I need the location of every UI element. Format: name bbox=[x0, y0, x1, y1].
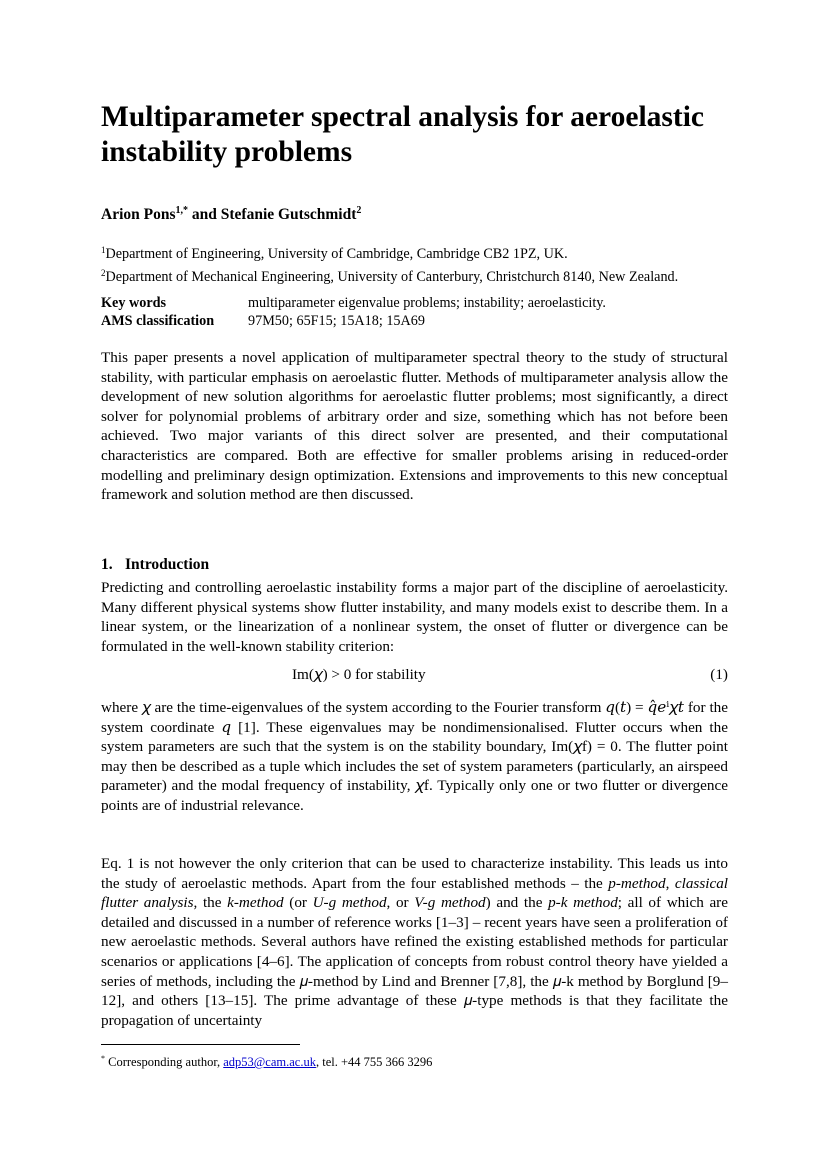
equation-text: Im(𝜒) > 0 for stability bbox=[292, 666, 426, 683]
affiliation-mark: 2 bbox=[101, 268, 106, 278]
footnote-text: Corresponding author, bbox=[105, 1055, 224, 1069]
author-conjunction: and bbox=[188, 206, 221, 223]
author-line bbox=[101, 205, 361, 224]
keywords-label: Key words bbox=[101, 295, 167, 311]
text-run: ) and the bbox=[485, 894, 549, 912]
affiliation-mark: 1,* bbox=[175, 205, 188, 216]
text-run: , the bbox=[193, 894, 228, 912]
footnote-mark: * bbox=[101, 1054, 105, 1063]
affiliation bbox=[101, 264, 678, 287]
text-run: , or bbox=[386, 894, 415, 912]
equation-number: (1) bbox=[710, 666, 728, 683]
affiliations bbox=[101, 241, 678, 287]
affiliation-mark: 1 bbox=[101, 245, 106, 255]
section-number: 1. bbox=[101, 556, 113, 573]
text-run: ; all of which are detailed and discussed in a number of reference works [1–3] – recent years have seen a proliferation of new aeroelastic methods. Several authors have refined the existing established methods for particular scenarios or applications [4–6]. The application of concepts from robust control theory have yielded a series of methods, including the 𝜇-method by Lind and Brenner [7,8], the 𝜇-k method by Borglund [9–12], and others [13–15]. The prime advantage of these 𝜇-type methods is that they facilitate the propagation of uncertainty bbox=[101, 894, 728, 1029]
equation bbox=[101, 666, 728, 688]
affiliation-mark: 2 bbox=[356, 205, 362, 216]
method-name: V-g method bbox=[414, 894, 486, 912]
ams-label: AMS classification bbox=[101, 313, 215, 329]
abstract: This paper presents a novel application of multiparameter spectral theory to the study of structural stability, with particular emphasis on aeroelastic flutter. Methods of multiparameter analysis allow the development of new solution algorithms for aeroelastic flutter problems; most significantly, a direct solver for polynomial problems of arbitrary order and size, something which has not before been achieved. Two major variants of this direct solver are presented, and their computational characteristics are compared. Both are effective for smaller problems arising in reduced-order modelling and preliminary design optimization. Extensions and improvements to this new conceptual framework and solution method are then discussed. bbox=[101, 349, 728, 504]
affiliation bbox=[101, 241, 678, 264]
footnote-text: , tel. +44 755 366 3296 bbox=[315, 1055, 433, 1069]
keywords-row bbox=[101, 294, 606, 312]
footnote bbox=[101, 1054, 432, 1070]
section-title: Introduction bbox=[125, 556, 210, 573]
email-link[interactable]: adp53@cam.ac.uk bbox=[223, 1055, 316, 1069]
ams-row bbox=[101, 312, 606, 330]
metadata-block bbox=[101, 294, 606, 330]
text-run: Eq. 1 is not however the only criterion that can be used to characterize instability. This leads us into the study of aeroelastic methods. Apart from the four established methods – the bbox=[101, 855, 728, 892]
ams-value: 97M50; 65F15; 15A18; 15A69 bbox=[248, 313, 425, 329]
method-name: U-g method bbox=[312, 894, 387, 912]
method-name: k-method bbox=[227, 894, 284, 912]
method-name: p-method bbox=[608, 874, 666, 892]
text-run: , bbox=[665, 874, 675, 892]
affiliation-text: Department of Mechanical Engineering, University of Canterbury, Christchurch 8140, New Zealand. bbox=[105, 269, 679, 285]
section-heading bbox=[101, 556, 209, 574]
author-name: Arion Pons bbox=[101, 206, 176, 223]
text-run: (or bbox=[283, 894, 313, 912]
intro-paragraph: where 𝜒 are the time-eigenvalues of the system according to the Fourier transform 𝑞(𝑡) = 𝑞̂𝑒ⁱ𝜒𝑡 for the system coordinate 𝑞 [1]. These eigenvalues may be nondimensionalised. Flutter occurs when the system parameters are such that the system is on the stability boundary, Im(𝜒f) = 0. The flutter point may then be described as a tuple which includes the set of system parameters (particularly, an airspeed parameter) and the modal frequency of instability, 𝜒f. Typically only one or two flutter or divergence points are of industrial relevance. bbox=[101, 699, 728, 814]
method-name: p-k method bbox=[548, 894, 618, 912]
intro-paragraph: Predicting and controlling aeroelastic instability forms a major part of the discipline of aeroelasticity. Many different physical systems show flutter instability, and many models exist to describe them. In a linear system, or the linearization of a nonlinear system, the onset of flutter or divergence can be formulated in the well-known stability criterion: bbox=[101, 579, 728, 655]
paper-title: Multiparameter spectral analysis for aeroelastic instability problems bbox=[101, 101, 704, 168]
intro-paragraph bbox=[101, 854, 728, 1030]
keywords-value: multiparameter eigenvalue problems; instability; aeroelasticity. bbox=[248, 295, 606, 311]
footnote-divider bbox=[101, 1044, 300, 1045]
author-name: Stefanie Gutschmidt bbox=[220, 206, 357, 223]
affiliation-text: Department of Engineering, University of Cambridge, Cambridge CB2 1PZ, UK. bbox=[105, 246, 568, 262]
method-name: classical flutter analysis bbox=[101, 874, 729, 912]
